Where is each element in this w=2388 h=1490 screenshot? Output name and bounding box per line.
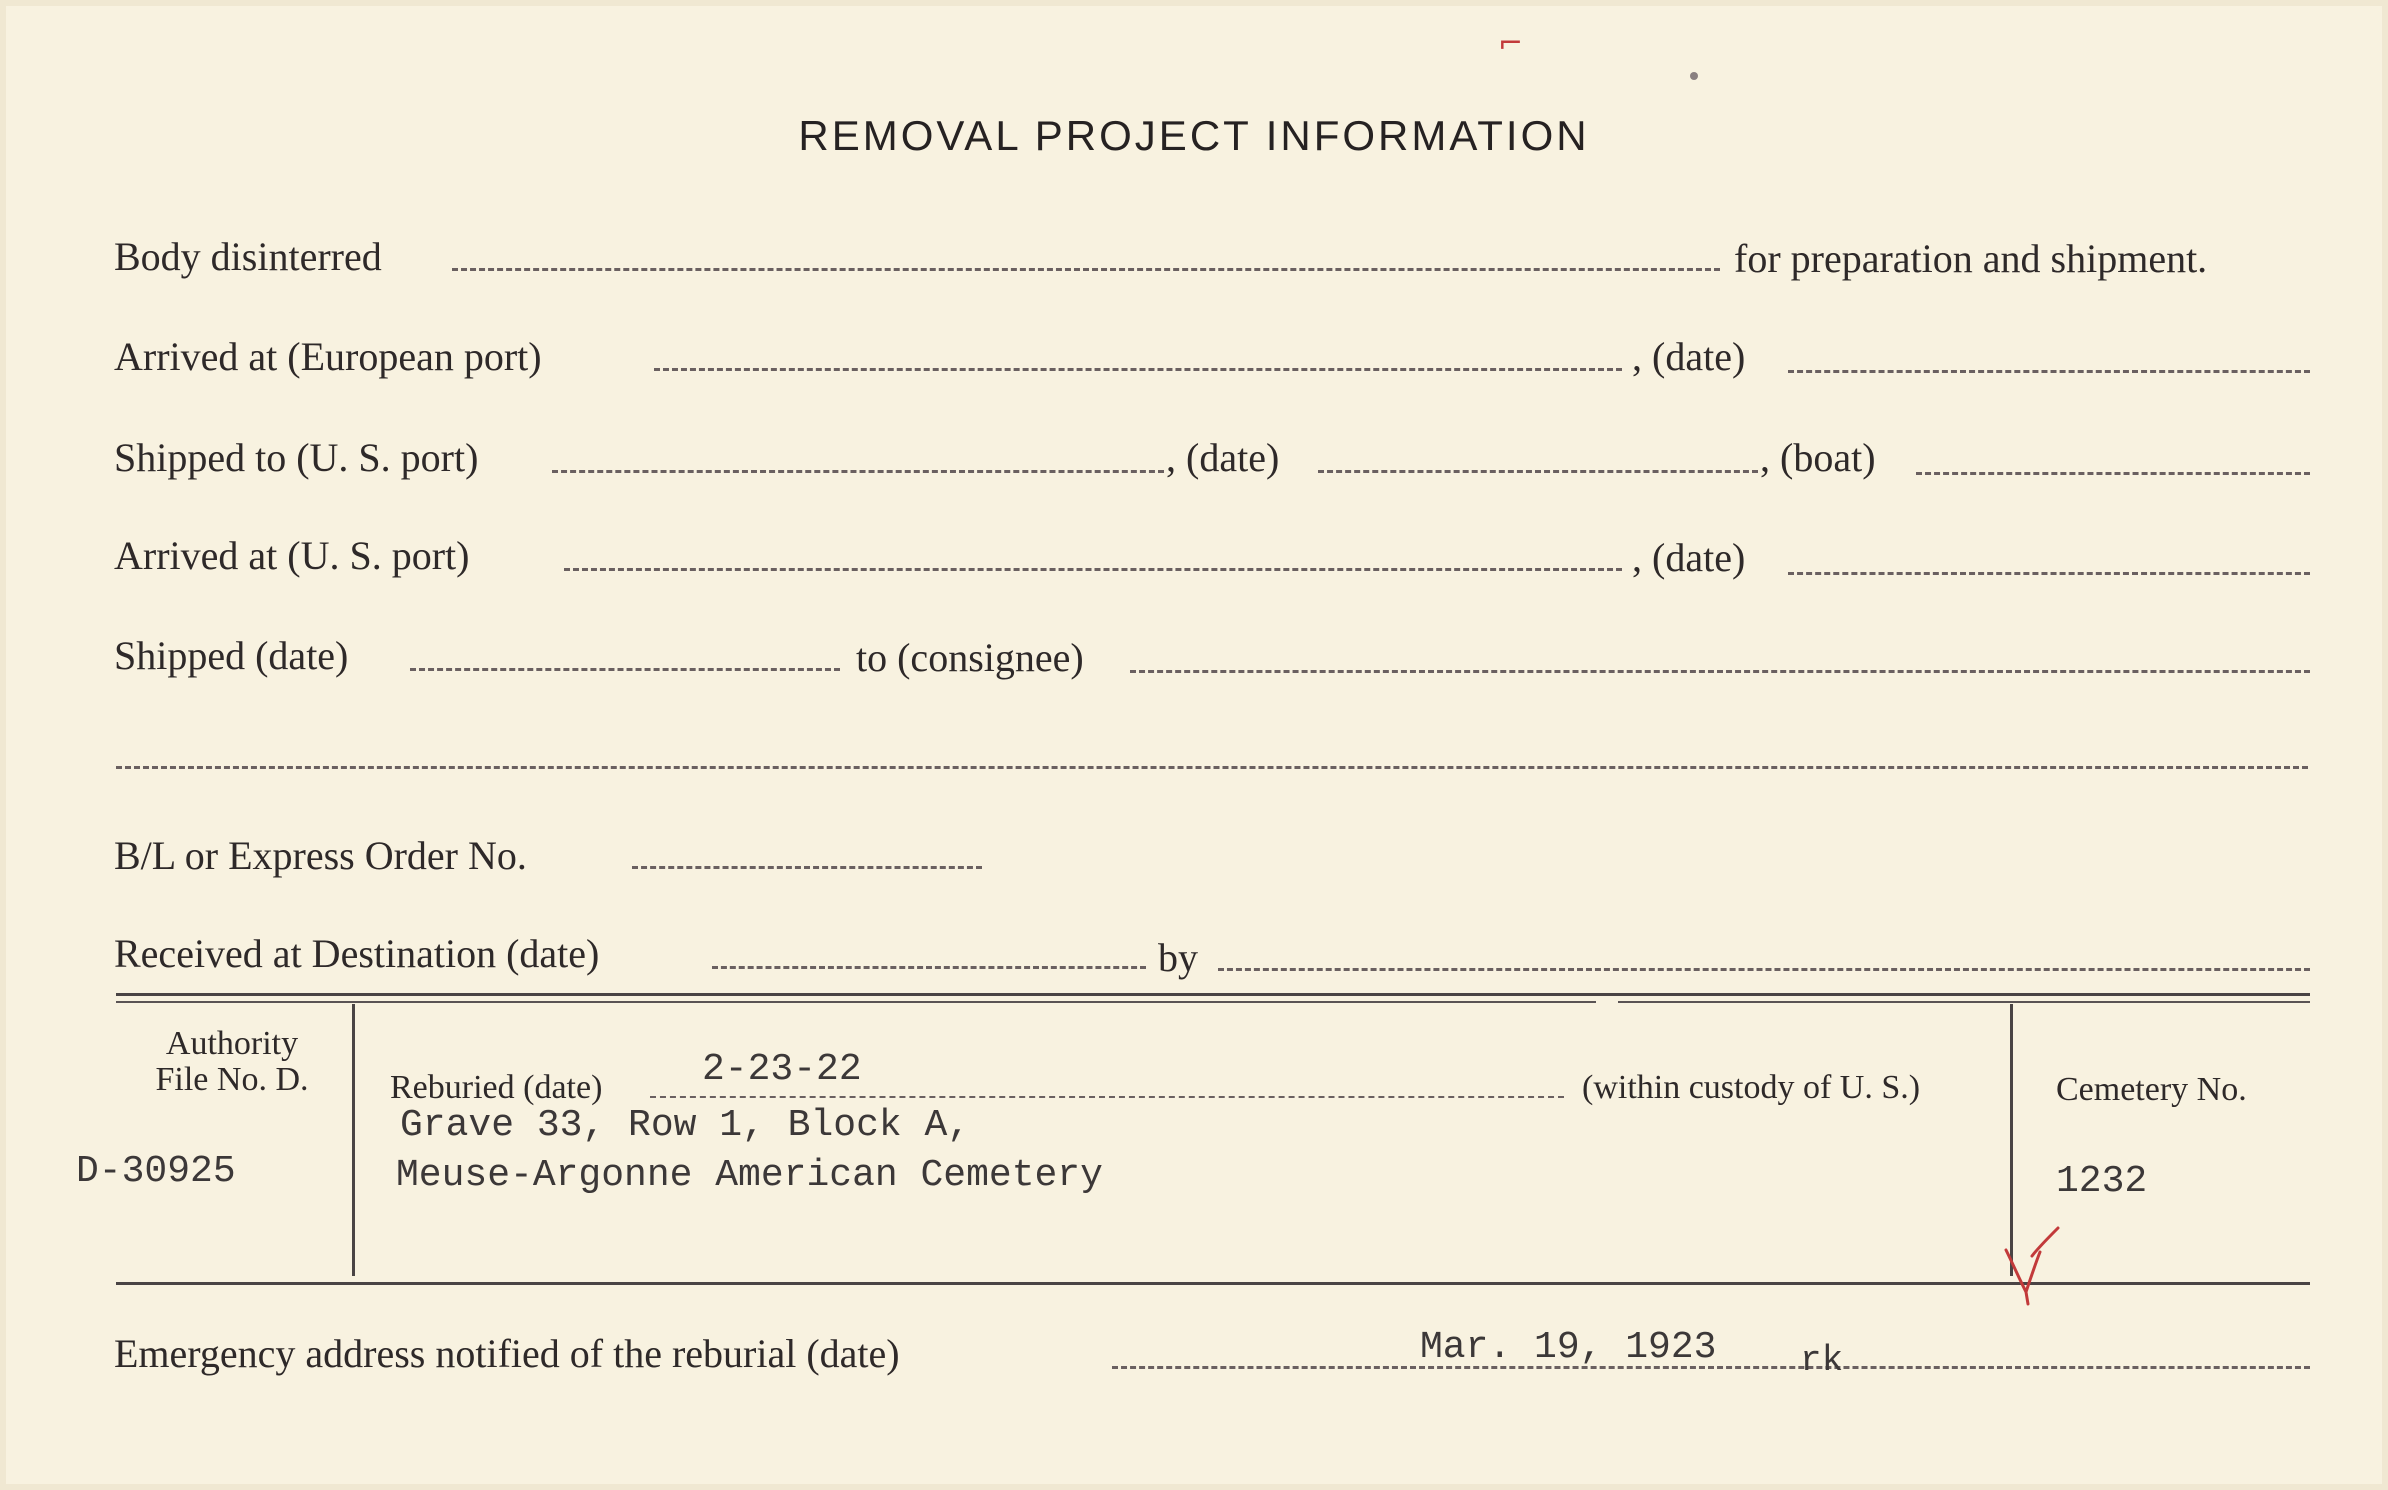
bl-express-order-field [632, 866, 982, 869]
box-top-rule [116, 993, 2310, 996]
shipped-to-us-port-label: Shipped to (U. S. port) [114, 435, 479, 480]
received-destination-label: Received at Destination (date) [114, 931, 600, 976]
shipped-to-boat-field [1916, 472, 2310, 475]
authority-file-number: D-30925 [76, 1150, 236, 1193]
reburied-date-field [650, 1096, 1564, 1098]
by-field [1218, 968, 2310, 971]
shipped-date-label: Shipped (date) [114, 633, 349, 678]
arrived-european-date-field [1788, 370, 2310, 373]
arrived-european-port-field [654, 368, 1622, 371]
shipped-to-boat-label: , (boat) [1760, 435, 1876, 480]
consignee-continuation-field [116, 766, 2308, 769]
consignee-label: to (consignee) [856, 635, 1084, 680]
arrived-us-port-field [564, 568, 1622, 571]
red-check-mark [2002, 1222, 2064, 1308]
arrived-us-port-label: Arrived at (U. S. port) [114, 533, 470, 578]
shipped-date-field [410, 668, 840, 671]
body-disinterred-label: Body disinterred [114, 234, 382, 279]
arrived-european-port-label: Arrived at (European port) [114, 334, 542, 379]
shipped-to-us-port-field [552, 470, 1164, 473]
cemetery-number-label: Cemetery No. [2056, 1071, 2247, 1108]
shipped-to-date-field [1318, 470, 1758, 473]
received-destination-field [712, 966, 1146, 969]
reburied-date-label: Reburied (date) [390, 1069, 603, 1106]
by-label: by [1158, 935, 1198, 980]
authority-file-label: File No. D. [155, 1061, 309, 1098]
box-top-rule-double-right [1618, 1001, 2310, 1003]
box-bottom-rule [116, 1282, 2310, 1285]
ink-speck [1690, 72, 1698, 80]
emergency-address-label: Emergency address notified of the reburial (date) [114, 1331, 900, 1376]
authority-label: Authority [165, 1025, 299, 1062]
box-top-rule-double-left [116, 1001, 1596, 1003]
box-left-divider [352, 1004, 355, 1276]
emergency-initials: rk [1800, 1340, 1844, 1381]
cemetery-name-line: Meuse-Argonne American Cemetery [396, 1154, 1103, 1197]
form-title: REMOVAL PROJECT INFORMATION [798, 112, 1590, 159]
emergency-date-value: Mar. 19, 1923 [1420, 1326, 1717, 1369]
shipped-to-date-label: , (date) [1166, 435, 1280, 480]
red-tick-mark: ⌐ [1498, 26, 1524, 61]
consignee-field [1130, 670, 2310, 673]
body-disinterred-field [452, 268, 1720, 271]
arrived-european-date-label: , (date) [1632, 334, 1746, 379]
shipment-suffix-label: for preparation and shipment. [1734, 236, 2208, 281]
arrived-us-date-label: , (date) [1632, 535, 1746, 580]
bl-express-order-label: B/L or Express Order No. [114, 833, 527, 878]
reburied-date-value: 2-23-22 [702, 1048, 862, 1091]
grave-location-line: Grave 33, Row 1, Block A, [400, 1104, 971, 1147]
custody-label: (within custody of U. S.) [1582, 1069, 1921, 1106]
arrived-us-date-field [1788, 572, 2310, 575]
cemetery-number-value: 1232 [2056, 1160, 2148, 1203]
